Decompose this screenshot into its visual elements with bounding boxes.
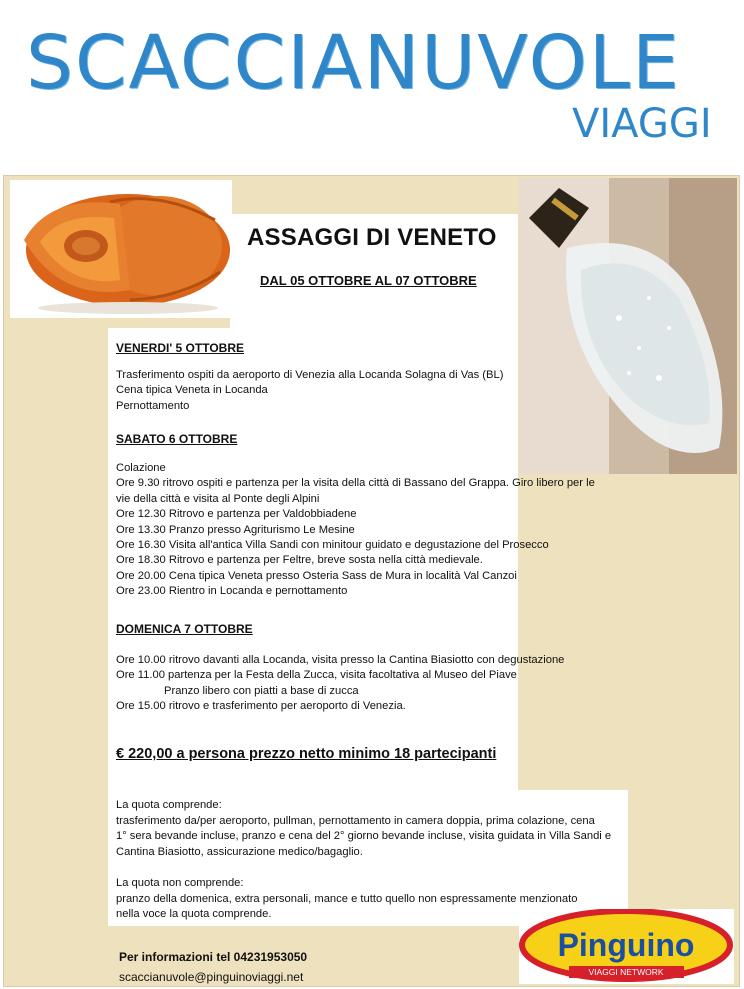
logo-text: Pinguino xyxy=(557,927,695,963)
prosecco-glass-image xyxy=(519,178,737,474)
brand-subtitle: VIAGGI xyxy=(572,101,712,147)
excludes-line: nella voce la quota comprende. xyxy=(116,908,272,920)
includes-block xyxy=(116,798,626,860)
logo-tagline: VIAGGI NETWORK xyxy=(588,967,664,977)
price-line: € 220,00 a persona prezzo netto minimo 18 partecipanti xyxy=(116,746,497,762)
day3-lines xyxy=(116,653,564,715)
day2-lines xyxy=(116,461,595,600)
header xyxy=(0,0,744,172)
includes-line: 1° sera bevande incluse, pranzo e cena del 2° giorno bevande incluse, visita guidata in Villa Sandi e xyxy=(116,830,612,842)
day2-heading: SABATO 6 OTTOBRE xyxy=(116,432,238,446)
includes-line: trasferimento da/per aeroporto, pullman, pernottamento in camera doppia, prima colazione, cena xyxy=(116,814,595,827)
day2-line: Ore 13.30 Pranzo presso Agriturismo Le Mesine xyxy=(116,523,355,536)
day2-line: Ore 20.00 Cena tipica Veneta presso Osteria Sass de Mura in località Val Canzoi xyxy=(116,569,517,582)
day1-lines xyxy=(116,368,503,414)
day2-line: Ore 16.30 Visita all'antica Villa Sandi con minitour guidato e degustazione del Prosecco xyxy=(116,539,549,552)
day3-line: Ore 10.00 ritrovo davanti alla Locanda, visita presso la Cantina Biasiotto con degustazione xyxy=(116,654,565,666)
day1-heading: VENERDI' 5 OTTOBRE xyxy=(116,341,244,355)
day2-line: Colazione xyxy=(116,462,166,474)
day2-line: Ore 18.30 Ritrovo e partenza per Feltre, breve sosta nella città medievale. xyxy=(116,554,483,567)
page-title: ASSAGGI DI VENETO xyxy=(247,224,497,251)
contact-email[interactable]: scaccianuvole@pinguinoviaggi.net xyxy=(119,970,304,984)
day3-line: Ore 15.00 ritrovo e trasferimento per aeroporto di Venezia. xyxy=(116,700,406,713)
date-range: DAL 05 OTTOBRE AL 07 OTTOBRE xyxy=(260,273,477,288)
excludes-line: pranzo della domenica, extra personali, mance e tutto quello non espressamente menzionato xyxy=(116,892,578,905)
day2-line: Ore 12.30 Ritrovo e partenza per Valdobbiadene xyxy=(116,508,357,521)
excludes-heading: La quota non comprende: xyxy=(116,877,244,889)
pinguino-logo xyxy=(519,909,734,984)
flyer xyxy=(3,175,740,987)
day2-line: Ore 23.00 Rientro in Locanda e pernottamento xyxy=(116,585,348,598)
includes-line: Cantina Biasiotto, assicurazione medico/bagaglio. xyxy=(116,845,363,858)
day3-heading: DOMENICA 7 OTTOBRE xyxy=(116,622,253,636)
day2-line: Ore 9.30 ritrovo ospiti e partenza per la visita della città di Bassano del Grappa. Giro libero per le xyxy=(116,477,595,490)
day1-line: Pernottamento xyxy=(116,399,190,412)
day3-line: Ore 11.00 partenza per la Festa della Zucca, visita facoltativa al Museo del Piave xyxy=(116,669,517,682)
day2-line: vie della città e visita al Ponte degli Alpini xyxy=(116,492,320,505)
day1-line: Trasferimento ospiti da aeroporto di Venezia alla Locanda Solagna di Vas (BL) xyxy=(116,369,504,381)
day1-line: Cena tipica Veneta in Locanda xyxy=(116,384,268,397)
day3-line: Pranzo libero con piatti a base di zucca xyxy=(164,684,359,697)
pumpkin-image xyxy=(10,180,232,318)
includes-heading: La quota comprende: xyxy=(116,799,222,811)
brand-title: SCACCIANUVOLE xyxy=(26,20,681,106)
contact-phone: Per informazioni tel 04231953050 xyxy=(119,950,308,964)
